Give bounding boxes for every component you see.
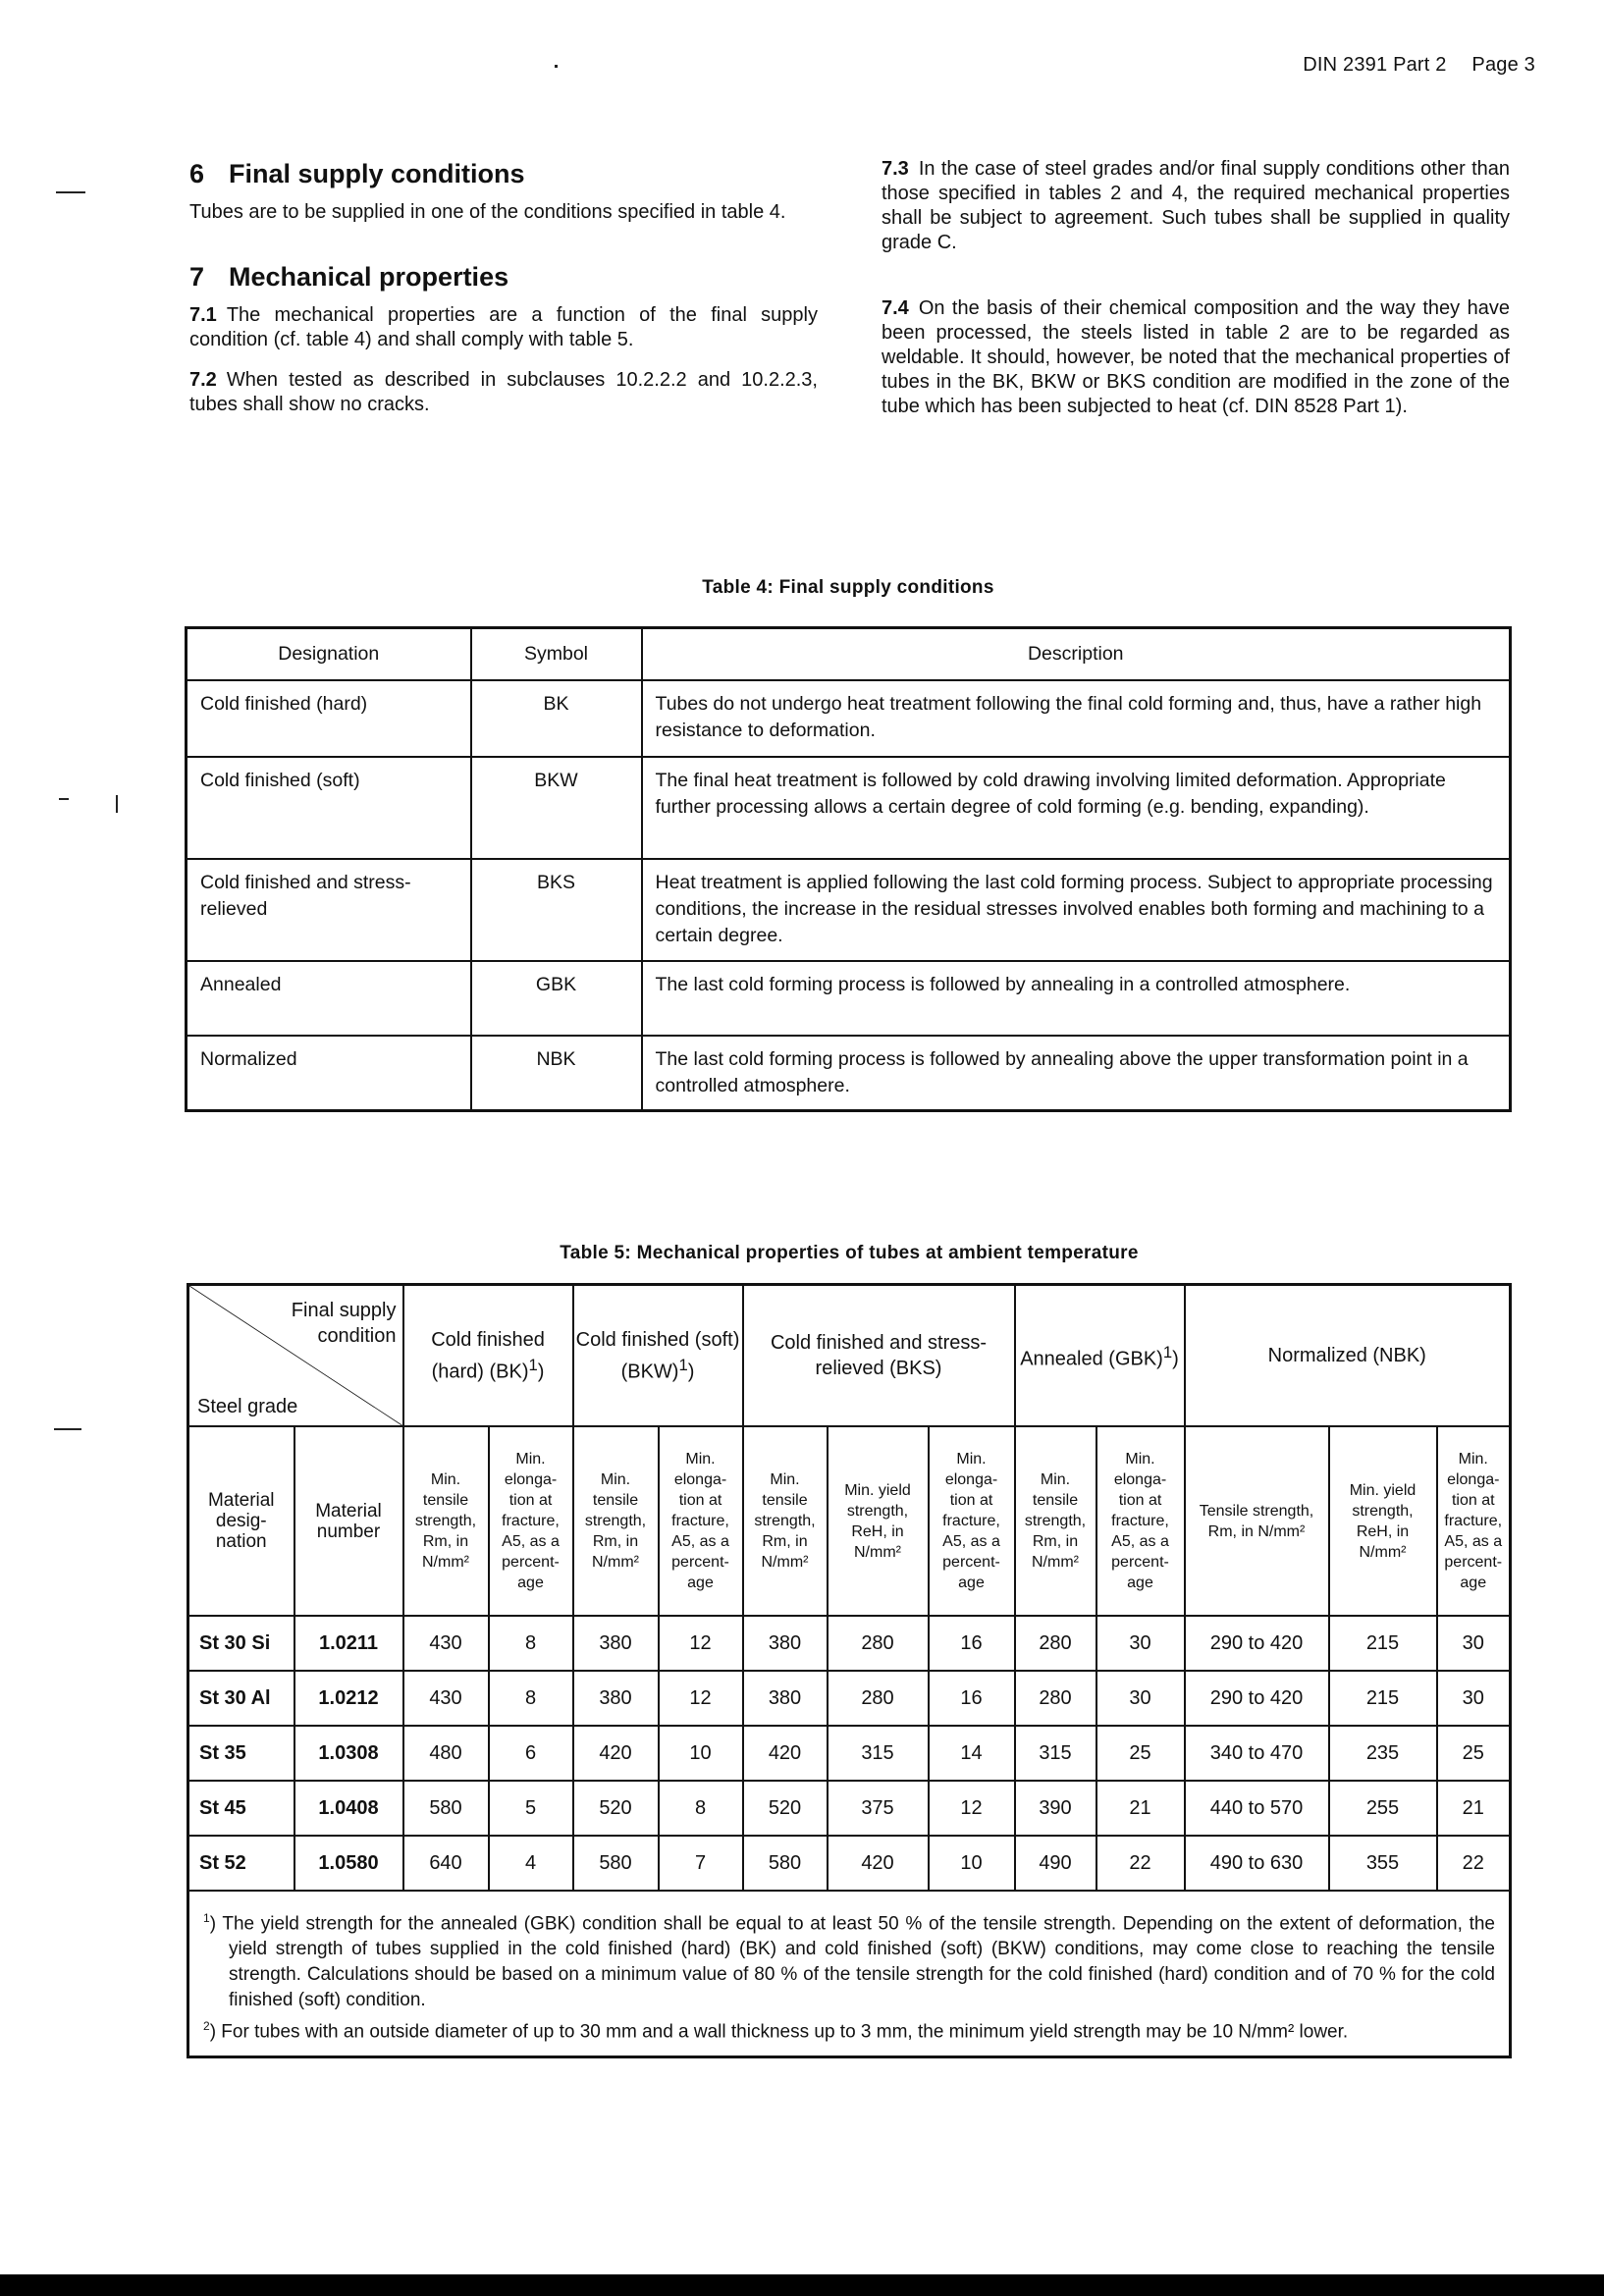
table-4-final-supply-conditions: [185, 626, 1512, 1112]
corner-label-condition: condition: [317, 1325, 397, 1347]
description-cell: Tubes do not undergo heat treatment following the final cold forming and, thus, have a rather high resistance to deformation.: [642, 680, 1511, 757]
value-cell: 22: [1437, 1836, 1511, 1891]
clause-7-1: 7.1 The mechanical properties are a function of the final supply condition (cf. table 4) and shall comply with table 5.: [189, 304, 818, 350]
value-cell: 8: [659, 1781, 743, 1836]
group-header-bks: Cold finished and stress-relieved (BKS): [743, 1285, 1015, 1427]
table-5-title: Table 5: Mechanical properties of tubes at ambient temperature: [560, 1243, 1139, 1263]
page-number: Page 3: [1471, 54, 1535, 76]
value-cell: 580: [743, 1836, 828, 1891]
value-cell: 380: [573, 1671, 659, 1726]
subheader-bks-yield: Min. yield strength, ReH, in N/mm²: [828, 1426, 929, 1616]
value-cell: 390: [1015, 1781, 1096, 1836]
scan-artifact: [54, 1428, 81, 1430]
material-number-cell: 1.0212: [294, 1671, 403, 1726]
scan-artifact: [555, 65, 558, 68]
table-4-header-row: [187, 628, 1511, 681]
value-cell: 490 to 630: [1185, 1836, 1329, 1891]
table-5-group-header-row: [188, 1285, 1511, 1427]
subheader-gbk-elongation: Min. elonga- tion at fracture, A5, as a percent- age: [1096, 1426, 1185, 1616]
value-cell: 215: [1329, 1616, 1437, 1671]
value-cell: 4: [489, 1836, 573, 1891]
value-cell: 12: [659, 1671, 743, 1726]
value-cell: 340 to 470: [1185, 1726, 1329, 1781]
material-designation-cell: St 45: [188, 1781, 294, 1836]
designation-cell: Cold finished (soft): [187, 757, 471, 859]
value-cell: 480: [403, 1726, 489, 1781]
material-number-cell: 1.0580: [294, 1836, 403, 1891]
corner-header: [188, 1285, 403, 1427]
material-number-cell: 1.0211: [294, 1616, 403, 1671]
subheader-nbk-tensile: Tensile strength, Rm, in N/mm²: [1185, 1426, 1329, 1616]
table-row: [188, 1726, 1511, 1781]
column-header-description: Description: [642, 628, 1511, 681]
value-cell: 22: [1096, 1836, 1185, 1891]
value-cell: 280: [828, 1616, 929, 1671]
subheader-bk-tensile: Min. tensile strength, Rm, in N/mm²: [403, 1426, 489, 1616]
value-cell: 5: [489, 1781, 573, 1836]
table-5-subheader-row: [188, 1426, 1511, 1616]
value-cell: 255: [1329, 1781, 1437, 1836]
table-5-body: [188, 1616, 1511, 1891]
clause-7-4: 7.4 On the basis of their chemical composition and the way they have been processed, the steels listed in table 2 are to be regarded as weldable. It should, however, be noted that the mechanical properties of tubes in the BK, BKW or BKS condition are modified in the zone of the tube which has been subjected to heat (cf. DIN 8528 Part 1).: [882, 297, 1510, 417]
value-cell: 14: [929, 1726, 1015, 1781]
scan-artifact: [59, 798, 69, 800]
value-cell: 440 to 570: [1185, 1781, 1329, 1836]
description-cell: Heat treatment is applied following the last cold forming process. Subject to appropriate processing conditions, the increase in the residual stresses involved enables both forming and machining to a certain degree.: [642, 859, 1511, 961]
symbol-cell: BKS: [471, 859, 642, 961]
value-cell: 315: [828, 1726, 929, 1781]
subheader-bks-tensile: Min. tensile strength, Rm, in N/mm²: [743, 1426, 828, 1616]
value-cell: 355: [1329, 1836, 1437, 1891]
right-column: [882, 157, 1510, 435]
material-designation-cell: St 35: [188, 1726, 294, 1781]
material-number-cell: 1.0308: [294, 1726, 403, 1781]
value-cell: 25: [1437, 1726, 1511, 1781]
symbol-cell: BK: [471, 680, 642, 757]
subheader-gbk-tensile: Min. tensile strength, Rm, in N/mm²: [1015, 1426, 1096, 1616]
value-cell: 315: [1015, 1726, 1096, 1781]
material-designation-cell: St 52: [188, 1836, 294, 1891]
table-row: [187, 859, 1511, 961]
group-header-bk: Cold finished (hard) (BK)$^1$): [403, 1285, 573, 1427]
value-cell: 280: [828, 1671, 929, 1726]
section-7-heading: 7 Mechanical properties: [189, 262, 509, 292]
section-6-text: Tubes are to be supplied in one of the conditions specified in table 4.: [189, 201, 786, 223]
value-cell: 235: [1329, 1726, 1437, 1781]
scan-artifact: [56, 191, 85, 193]
group-header-bkw: Cold finished (soft) (BKW)$^1$): [573, 1285, 743, 1427]
value-cell: 16: [929, 1616, 1015, 1671]
clause-7-3: 7.3 In the case of steel grades and/or final supply conditions other than those specified in tables 2 and 4, the required mechanical properties shall be subject to agreement. Such tubes shall be supplied in quality grade C.: [882, 158, 1510, 253]
value-cell: 375: [828, 1781, 929, 1836]
table-row: [188, 1836, 1511, 1891]
table-4-title: Table 4: Final supply conditions: [702, 577, 994, 598]
footnote-2: $^2$) For tubes with an outside diameter of up to 30 mm and a wall thickness up to 3 mm, the minimum yield strength may be 10 N/mm² lower.: [203, 2019, 1349, 2043]
symbol-cell: BKW: [471, 757, 642, 859]
value-cell: 30: [1096, 1616, 1185, 1671]
table-row: [187, 1036, 1511, 1111]
symbol-cell: NBK: [471, 1036, 642, 1111]
table-row: [187, 680, 1511, 757]
value-cell: 280: [1015, 1616, 1096, 1671]
clause-7-2: 7.2 When tested as described in subclauses 10.2.2.2 and 10.2.2.3, tubes shall show no cracks.: [189, 369, 818, 415]
material-number-cell: 1.0408: [294, 1781, 403, 1836]
value-cell: 520: [743, 1781, 828, 1836]
value-cell: 21: [1096, 1781, 1185, 1836]
subheader-material-designation: Material desig- nation: [188, 1426, 294, 1616]
subheader-bks-elongation: Min. elonga- tion at fracture, A5, as a percent- age: [929, 1426, 1015, 1616]
subheader-nbk-yield: Min. yield strength, ReH, in N/mm²: [1329, 1426, 1437, 1616]
value-cell: 380: [743, 1671, 828, 1726]
designation-cell: Normalized: [187, 1036, 471, 1111]
left-column: [189, 157, 818, 433]
value-cell: 8: [489, 1616, 573, 1671]
value-cell: 580: [573, 1836, 659, 1891]
value-cell: 21: [1437, 1781, 1511, 1836]
value-cell: 380: [743, 1616, 828, 1671]
value-cell: 25: [1096, 1726, 1185, 1781]
column-header-designation: Designation: [187, 628, 471, 681]
subheader-bkw-elongation: Min. elonga- tion at fracture, A5, as a percent- age: [659, 1426, 743, 1616]
symbol-cell: GBK: [471, 961, 642, 1036]
table-5-mechanical-properties: [187, 1283, 1512, 2058]
table-row: [187, 757, 1511, 859]
description-cell: The last cold forming process is followed by annealing above the upper transformation point in a controlled atmosphere.: [642, 1036, 1511, 1111]
description-cell: The last cold forming process is followed by annealing in a controlled atmosphere.: [642, 961, 1511, 1036]
value-cell: 430: [403, 1671, 489, 1726]
value-cell: 420: [573, 1726, 659, 1781]
value-cell: 12: [659, 1616, 743, 1671]
group-header-gbk: Annealed (GBK)$^1$): [1015, 1285, 1185, 1427]
corner-label-final-supply: Final supply: [291, 1300, 397, 1321]
document-id: DIN 2391 Part 2: [1303, 54, 1447, 76]
value-cell: 420: [828, 1836, 929, 1891]
section-6-heading: 6 Final supply conditions: [189, 159, 525, 188]
subheader-material-number: Material number: [294, 1426, 403, 1616]
table-row: [188, 1671, 1511, 1726]
description-cell: The final heat treatment is followed by cold drawing involving limited deformation. Appropriate further processing allows a certain degree of cold forming (e.g. bending, expanding).: [642, 757, 1511, 859]
value-cell: 7: [659, 1836, 743, 1891]
table-row: [188, 1781, 1511, 1836]
table-row: [187, 961, 1511, 1036]
value-cell: 8: [489, 1671, 573, 1726]
value-cell: 215: [1329, 1671, 1437, 1726]
value-cell: 12: [929, 1781, 1015, 1836]
value-cell: 280: [1015, 1671, 1096, 1726]
page-header: [1303, 54, 1535, 77]
designation-cell: Annealed: [187, 961, 471, 1036]
column-header-symbol: Symbol: [471, 628, 642, 681]
subheader-nbk-elongation: Min. elonga- tion at fracture, A5, as a percent- age: [1437, 1426, 1511, 1616]
value-cell: 580: [403, 1781, 489, 1836]
subheader-bkw-tensile: Min. tensile strength, Rm, in N/mm²: [573, 1426, 659, 1616]
value-cell: 30: [1096, 1671, 1185, 1726]
value-cell: 490: [1015, 1836, 1096, 1891]
material-designation-cell: St 30 Si: [188, 1616, 294, 1671]
designation-cell: Cold finished and stress-relieved: [187, 859, 471, 961]
value-cell: 10: [659, 1726, 743, 1781]
value-cell: 430: [403, 1616, 489, 1671]
value-cell: 30: [1437, 1671, 1511, 1726]
table-5-footnotes: [188, 1891, 1511, 2056]
value-cell: 520: [573, 1781, 659, 1836]
group-header-nbk: Normalized (NBK): [1185, 1285, 1511, 1427]
value-cell: 640: [403, 1836, 489, 1891]
subheader-bk-elongation: Min. elonga- tion at fracture, A5, as a percent- age: [489, 1426, 573, 1616]
value-cell: 380: [573, 1616, 659, 1671]
table-row: [188, 1616, 1511, 1671]
value-cell: 6: [489, 1726, 573, 1781]
page-bottom-edge: [0, 2274, 1604, 2296]
value-cell: 290 to 420: [1185, 1671, 1329, 1726]
value-cell: 30: [1437, 1616, 1511, 1671]
footnote-1: $^1$) The yield strength for the annealed (GBK) condition shall be equal to at least 50 % of the tensile strength. Depending on the extent of deformation, the yield strength of tubes supplied in the cold finished (hard) (BK) and cold finished (soft) (BKW) conditions, may come close to reaching the tensile strength. Calculations should be based on a minimum value of 80 % of the tensile strength for the cold finished (hard) condition and of 70 % for the cold finished (soft) condition.: [203, 1911, 1495, 2011]
value-cell: 16: [929, 1671, 1015, 1726]
scan-artifact: [116, 795, 118, 813]
value-cell: 420: [743, 1726, 828, 1781]
footnotes-cell: [188, 1891, 1511, 2056]
value-cell: 290 to 420: [1185, 1616, 1329, 1671]
value-cell: 10: [929, 1836, 1015, 1891]
corner-label-steel-grade: Steel grade: [197, 1396, 298, 1417]
material-designation-cell: St 30 Al: [188, 1671, 294, 1726]
designation-cell: Cold finished (hard): [187, 680, 471, 757]
